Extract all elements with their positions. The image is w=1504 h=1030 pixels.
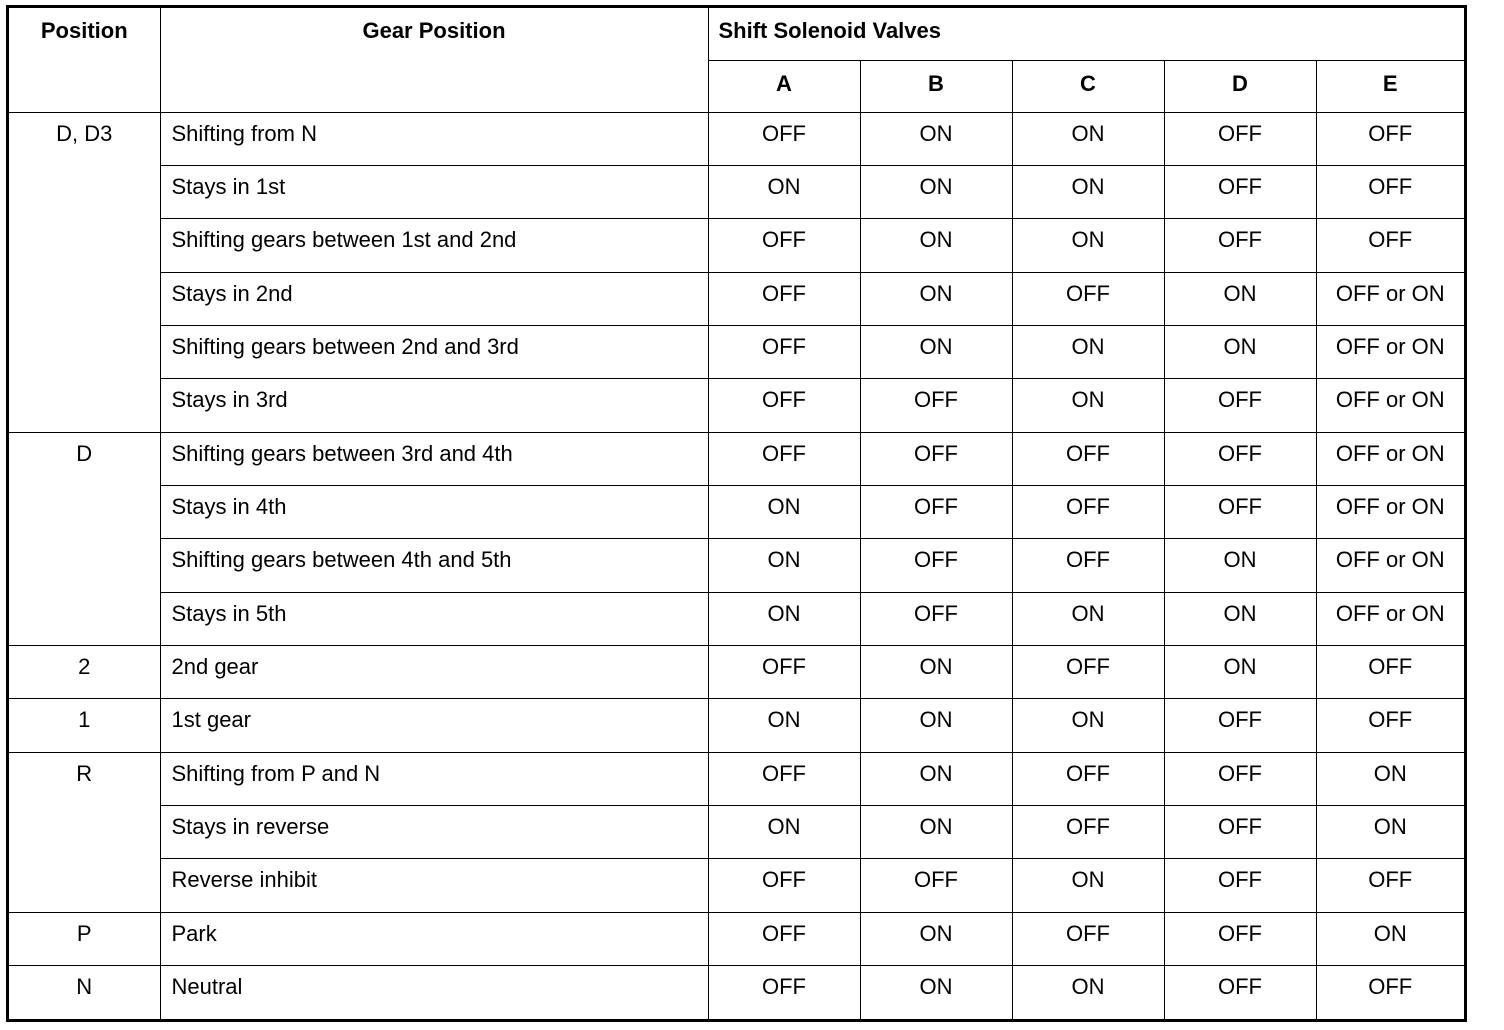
valve-state-cell: OFF or ON: [1316, 592, 1464, 645]
valve-state-cell: ON: [1164, 592, 1316, 645]
valve-state-cell: OFF: [860, 539, 1012, 592]
header-row-1: [9, 8, 1464, 60]
valve-state-cell: OFF: [1012, 485, 1164, 538]
gear-position-cell: Stays in reverse: [160, 805, 708, 858]
gear-position-cell: Stays in 3rd: [160, 379, 708, 432]
gear-position-cell: Shifting gears between 4th and 5th: [160, 539, 708, 592]
valve-state-cell: OFF: [708, 912, 860, 965]
valve-state-cell: OFF: [708, 272, 860, 325]
valve-state-cell: ON: [1316, 752, 1464, 805]
table-row: [9, 805, 1464, 858]
valve-state-cell: ON: [860, 272, 1012, 325]
table-row: [9, 272, 1464, 325]
valve-state-cell: ON: [1012, 699, 1164, 752]
valve-state-cell: OFF: [860, 379, 1012, 432]
valve-state-cell: ON: [708, 485, 860, 538]
valve-state-cell: OFF: [1012, 539, 1164, 592]
position-cell: 2: [9, 645, 160, 698]
valve-state-cell: ON: [708, 539, 860, 592]
valve-state-cell: OFF: [860, 432, 1012, 485]
gear-position-cell: Shifting gears between 3rd and 4th: [160, 432, 708, 485]
table-row: [9, 592, 1464, 645]
valve-state-cell: OFF: [860, 485, 1012, 538]
header-valve-e: E: [1316, 60, 1464, 112]
gear-position-cell: Shifting gears between 2nd and 3rd: [160, 325, 708, 378]
valve-state-cell: ON: [1164, 645, 1316, 698]
position-cell: N: [9, 966, 160, 1020]
valve-state-cell: OFF: [1012, 432, 1164, 485]
valve-state-cell: OFF: [1164, 699, 1316, 752]
valve-state-cell: ON: [1316, 805, 1464, 858]
header-valve-b: B: [860, 60, 1012, 112]
gear-position-cell: Shifting gears between 1st and 2nd: [160, 219, 708, 272]
valve-state-cell: OFF: [1164, 379, 1316, 432]
gear-position-cell: Reverse inhibit: [160, 859, 708, 912]
table-row: [9, 966, 1464, 1020]
gear-position-cell: Stays in 4th: [160, 485, 708, 538]
valve-state-cell: OFF: [1316, 859, 1464, 912]
valve-state-cell: OFF: [1164, 859, 1316, 912]
valve-state-cell: ON: [860, 165, 1012, 218]
header-valve-a: A: [708, 60, 860, 112]
valve-state-cell: ON: [1012, 165, 1164, 218]
valve-state-cell: OFF: [708, 379, 860, 432]
valve-state-cell: OFF or ON: [1316, 432, 1464, 485]
valve-state-cell: OFF: [708, 112, 860, 165]
valve-state-cell: OFF: [1012, 645, 1164, 698]
table-row: [9, 859, 1464, 912]
valve-state-cell: ON: [708, 699, 860, 752]
valve-state-cell: OFF: [860, 592, 1012, 645]
valve-state-cell: OFF: [1316, 699, 1464, 752]
valve-state-cell: ON: [860, 805, 1012, 858]
valve-state-cell: ON: [1164, 272, 1316, 325]
valve-state-cell: OFF: [1316, 645, 1464, 698]
shift-solenoid-table: [9, 8, 1464, 1019]
valve-state-cell: ON: [860, 325, 1012, 378]
table-row: [9, 379, 1464, 432]
valve-state-cell: ON: [1164, 325, 1316, 378]
position-cell: D, D3: [9, 112, 160, 432]
valve-state-cell: ON: [860, 912, 1012, 965]
valve-state-cell: OFF: [708, 432, 860, 485]
gear-position-cell: Shifting from N: [160, 112, 708, 165]
table-row: [9, 165, 1464, 218]
valve-state-cell: OFF: [1316, 966, 1464, 1020]
valve-state-cell: OFF or ON: [1316, 272, 1464, 325]
position-cell: P: [9, 912, 160, 965]
valve-state-cell: ON: [1012, 592, 1164, 645]
header-position: Position: [9, 8, 160, 112]
valve-state-cell: OFF: [708, 645, 860, 698]
valve-state-cell: OFF or ON: [1316, 539, 1464, 592]
valve-state-cell: OFF: [708, 966, 860, 1020]
gear-position-cell: Stays in 2nd: [160, 272, 708, 325]
position-cell: 1: [9, 699, 160, 752]
valve-state-cell: ON: [860, 966, 1012, 1020]
valve-state-cell: OFF: [1012, 272, 1164, 325]
position-cell: D: [9, 432, 160, 645]
valve-state-cell: ON: [860, 219, 1012, 272]
valve-state-cell: OFF: [708, 219, 860, 272]
valve-state-cell: OFF: [1164, 752, 1316, 805]
header-valve-d: D: [1164, 60, 1316, 112]
valve-state-cell: ON: [860, 752, 1012, 805]
valve-state-cell: ON: [860, 645, 1012, 698]
valve-state-cell: OFF: [1164, 219, 1316, 272]
gear-position-cell: Stays in 1st: [160, 165, 708, 218]
table-row: [9, 645, 1464, 698]
valve-state-cell: OFF: [1164, 485, 1316, 538]
gear-position-cell: 1st gear: [160, 699, 708, 752]
table-row: [9, 485, 1464, 538]
valve-state-cell: OFF: [860, 859, 1012, 912]
gear-position-cell: 2nd gear: [160, 645, 708, 698]
table-row: [9, 912, 1464, 965]
position-cell: R: [9, 752, 160, 912]
valve-state-cell: OFF: [1316, 165, 1464, 218]
valve-state-cell: OFF: [1164, 165, 1316, 218]
table-row: [9, 325, 1464, 378]
valve-state-cell: ON: [860, 112, 1012, 165]
valve-state-cell: ON: [708, 165, 860, 218]
valve-state-cell: OFF: [1012, 752, 1164, 805]
valve-state-cell: OFF: [1164, 966, 1316, 1020]
valve-state-cell: ON: [708, 805, 860, 858]
gear-position-cell: Stays in 5th: [160, 592, 708, 645]
header-shift-solenoid-valves: Shift Solenoid Valves: [708, 8, 1464, 60]
table-row: [9, 539, 1464, 592]
valve-state-cell: OFF: [1164, 912, 1316, 965]
valve-state-cell: ON: [1316, 912, 1464, 965]
solenoid-table-container: [6, 5, 1467, 1022]
valve-state-cell: ON: [1012, 325, 1164, 378]
valve-state-cell: ON: [1012, 379, 1164, 432]
valve-state-cell: OFF: [708, 859, 860, 912]
valve-state-cell: OFF: [1164, 805, 1316, 858]
header-gear-position: Gear Position: [160, 8, 708, 112]
valve-state-cell: ON: [1164, 539, 1316, 592]
gear-position-cell: Park: [160, 912, 708, 965]
table-row: [9, 752, 1464, 805]
valve-state-cell: OFF: [1012, 805, 1164, 858]
valve-state-cell: ON: [708, 592, 860, 645]
valve-state-cell: OFF: [1164, 112, 1316, 165]
valve-state-cell: OFF: [708, 752, 860, 805]
header-valve-c: C: [1012, 60, 1164, 112]
valve-state-cell: ON: [1012, 112, 1164, 165]
valve-state-cell: OFF: [708, 325, 860, 378]
table-row: [9, 432, 1464, 485]
table-row: [9, 699, 1464, 752]
valve-state-cell: OFF: [1316, 112, 1464, 165]
valve-state-cell: OFF or ON: [1316, 325, 1464, 378]
valve-state-cell: OFF: [1164, 432, 1316, 485]
gear-position-cell: Shifting from P and N: [160, 752, 708, 805]
valve-state-cell: ON: [860, 699, 1012, 752]
valve-state-cell: OFF: [1316, 219, 1464, 272]
table-row: [9, 112, 1464, 165]
valve-state-cell: ON: [1012, 966, 1164, 1020]
valve-state-cell: OFF or ON: [1316, 379, 1464, 432]
table-body: [9, 112, 1464, 1019]
valve-state-cell: ON: [1012, 859, 1164, 912]
gear-position-cell: Neutral: [160, 966, 708, 1020]
table-row: [9, 219, 1464, 272]
valve-state-cell: OFF or ON: [1316, 485, 1464, 538]
valve-state-cell: ON: [1012, 219, 1164, 272]
valve-state-cell: OFF: [1012, 912, 1164, 965]
